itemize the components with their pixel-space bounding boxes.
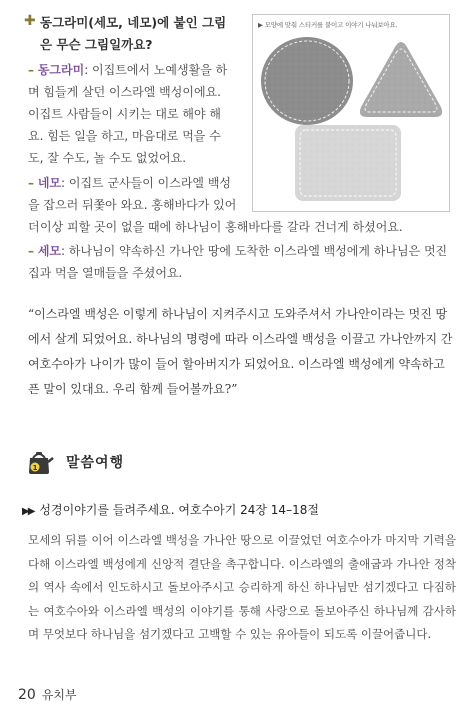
answer-triangle [28,240,458,284]
answer-text-square: : 이집트 군사들이 이스라엘 백성을 잡으러 뒤쫓아 와요. 홍해바다가 있어 더 [28,176,237,234]
figure-caption: ▶ 모양에 맞춰 스티커를 붙이고 이야기 나눠보아요. [258,21,398,29]
page-footer [18,686,77,703]
answer-circle [28,59,233,169]
body-paragraph: 모세의 뒤를 이어 이스라엘 백성을 가나안 땅으로 이끌었던 여호수아가 마지막 기력을 다해 이스라엘 백성에게 신앙적 결단을 촉구합니다. 이스라엘의 출애굽과 가나안 정착의 역사 속에서 인도하시고 돌보아주시고 승리하게 하신 하나님만 섬기겠다고 다짐하는 여호수아와 이스라엘 백성의 이야기를 통해 사랑으로 돌보아주신 하나님께 감사하며 무엇보다 하나님을 섬기겠다고 고백할 수 있는 유아들이 되도록 이끌어줍니다. [28,533,456,641]
quote-paragraph: “이스라엘 백성은 이렇게 하나님이 지켜주시고 도와주셔서 가나안이라는 멋진 땅에서 살게 되었어요. 하나님의 명령에 따라 이스라엘 백성을 이끌고 가나안까지 간 여호수아가 나이가 많이 들어 할아버지가 되었어요. 이스라엘 백성에게 약속하고픈 말이 있대요. 우리 함께 들어볼까요?” [28,307,453,396]
sticker-figure [252,14,450,212]
page-number: 20 [18,687,36,703]
section-title: 말씀여행 [66,455,125,471]
section-badge: 1 [32,464,38,472]
answer-dash: – [28,244,34,258]
sticker-shapes [253,15,449,211]
answer-term-circle: 동그라미 [37,63,85,77]
answer-dash: – [28,176,34,190]
answer-text-triangle: : 하나님이 약속하신 가나안 땅에 도착한 이스라엘 백성에게 하나님은 멋진 집과 먹을 열매들을 주셨어요. [28,244,448,280]
answer-term-square: 네모 [37,176,62,190]
answer-term-triangle: 세모 [37,244,62,258]
kettle-icon [24,446,54,476]
triangle-sticker [360,42,442,117]
reference-text: 성경이야기를 들려주세요. 여호수아기 24장 14–18절 [39,503,319,517]
answer-text-circle: : 이집트에서 노예생활을 하며 힘들게 살던 이스라엘 백성이에요. 이집트 사람들이 시키는 대로 해야 해요. 힘든 일을 하고, 마음대로 먹을 수도, 잘 수도, 놀 수도 없었어요. [28,63,228,165]
footer-label: 유치부 [41,688,77,702]
question-text: 동그라미(세모, 네모)에 붙인 그림은 무슨 그림일까요? [40,15,227,52]
square-sticker [295,125,401,201]
circle-sticker [261,37,353,125]
plus-bullet-icon: ✚ [24,13,36,29]
double-arrow-icon: ▶▶ [22,506,34,517]
bible-reference [22,501,319,518]
answer-square-continued: 이상 피할 곳이 없을 때에 하나님이 홍해바다를 갈라 건너게 하셨어요. [40,220,403,234]
answer-dash: – [28,63,34,77]
